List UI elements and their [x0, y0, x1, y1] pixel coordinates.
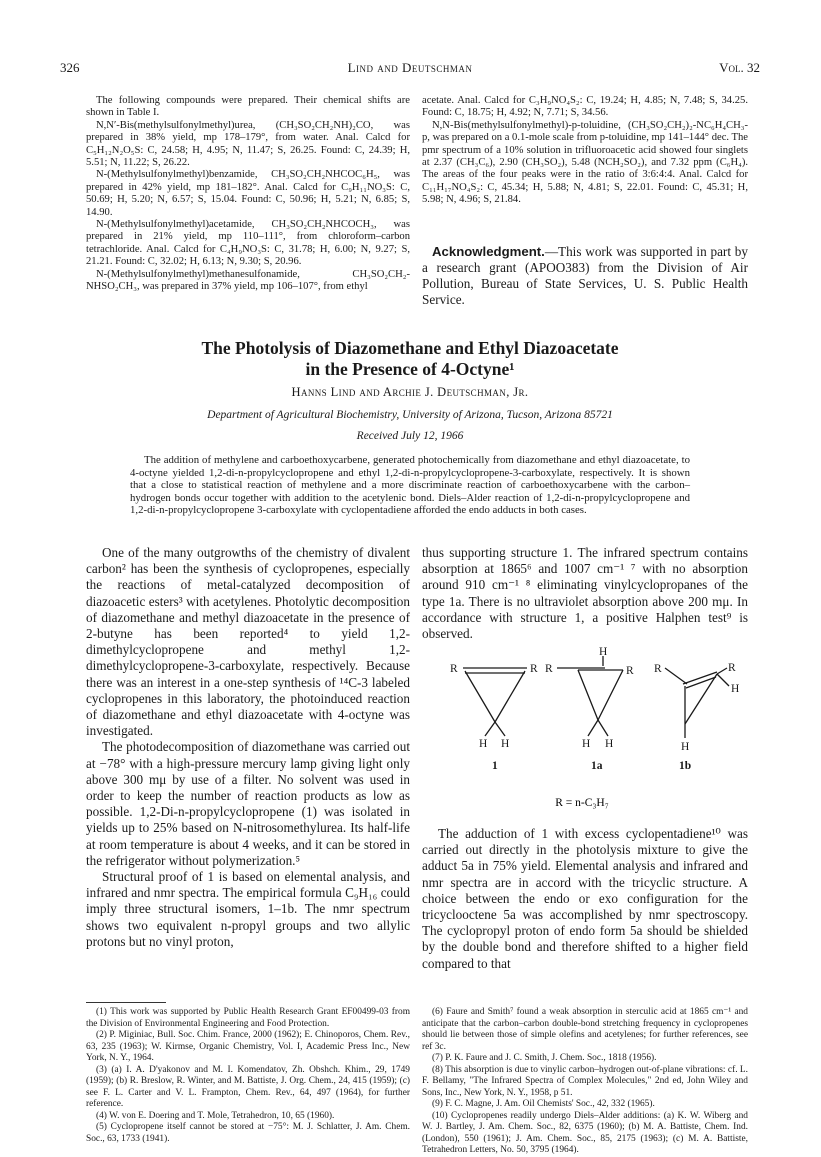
article-authors: Hanns Lind and Archie J. Deutschman, Jr.	[291, 385, 529, 399]
footnote-rule	[86, 1002, 166, 1003]
volume-label: Vol. 32	[719, 60, 760, 75]
structure-1-hydrogen: H	[501, 738, 510, 750]
body-paragraph: One of the many outgrowths of the chemistry of divalent carbon² has been the synthesis of cyclopropenes, especially the reactions of metal-catalyzed decomposition of diazoacetic esters³ with acetylenes. Photolytic decomposition of diazomethane and methyl diazoacetate in the presence of 2-butyne has been reported⁴ to yield 1,2-dimethylcyclopropene and methyl 1,2-dimethylcyclopropene-3-carboxylate, respectively. Because there was an interest in a one-step synthesis of ¹⁴C-3 labeled cyclopropenes in this laboratory, the photoinduced reaction of diazomethane and ethyl diazoacetate with 4-octyne was investigated.	[86, 545, 410, 739]
footnote: (2) P. Miginiac, Bull. Soc. Chim. France, 2000 (1962); E. Chinoporos, Chem. Rev., 63, 235 (1963); W. Kirmse, Organic Chemistry, Vol. I, Academic Press Inc., New York, N. Y., 1964.	[86, 1030, 410, 1063]
footnote: (7) P. K. Faure and J. C. Smith, J. Chem. Soc., 1818 (1956).	[432, 1053, 657, 1063]
running-title: Lind and Deutschman	[347, 60, 473, 75]
structure-1a-hydrogen: H	[582, 738, 591, 750]
structure-label-1: 1	[492, 760, 498, 772]
structure-1b-substituent: R	[654, 663, 662, 675]
footnote: (3) (a) I. A. D'yakonov and M. I. Komendatov, Zh. Obshch. Khim., 29, 1749 (1959); (b) R. Breslow, R. Winter, and M. Battiste, J. Org. Chem., 24, 415 (1959); (c) see F. L. Carter and V. L. Frampton, Chem. Rev., 64, 497 (1964), for further reference.	[86, 1064, 410, 1109]
footnotes-left	[86, 1007, 410, 1145]
acknowledgment-text: —This work was supported in part by a research grant (APOO383) from the Division of Air Pollution, Bureau of State Services, U. S. Public Health Service.	[422, 244, 748, 307]
page-header	[60, 60, 760, 76]
footnote: (8) This absorption is due to vinylic carbon–hydrogen out-of-plane vibrations: cf. L. F. Bellamy, "The Infrared Spectra of Complex Molecules," 2nd ed, John Wiley and Sons, Inc., New York, N. Y., 1958, p 51.	[422, 1064, 748, 1098]
acknowledgment	[422, 244, 748, 308]
structure-label-1b: 1b	[679, 760, 692, 772]
acknowledgment-label: Acknowledgment.	[432, 244, 545, 259]
experimental-paragraph: The following compounds were prepared. Their chemical shifts are shown in Table I.	[86, 95, 410, 119]
footnote: (1) This work was supported by Public Health Research Grant EF00499-03 from the Division of Environmental Engineering and Food Protection.	[86, 1007, 410, 1029]
article-title-line2: in the Presence of 4-Octyne¹	[305, 359, 515, 379]
body-right-column-top	[422, 545, 748, 642]
experimental-paragraph: N,N-Bis(methylsulfonylmethyl)-p-toluidine, (CH₃SO₂CH₂)₂-NC₆H₄CH₃-p, was prepared on a 0.1-mole scale from p-toluidine, mp 141–144° dec. The pmr spectrum of a 10% solution in trifluoroacetic acid showed four singlets at 2.37 (CH₃C₆), 2.90 (CH₃SO₂), 5.48 (NCH₂SO₂), and 7.32 ppm (C₆H₄). The areas of the four peaks were in the ratio of 3:6:4:4. Anal. Calcd for C₁₁H₁₇NO₄S₂: C, 45.34; H, 5.88; N, 4.81; S, 22.01. Found: C, 45.31; H, 5.98; N, 4.96; S, 21.84.	[422, 119, 748, 206]
footnote: (6) Faure and Smith⁷ found a weak absorption in sterculic acid at 1865 cm⁻¹ and anticipate that the carbon–carbon double-bond stretching frequency in cyclopropenes should lie between those of simple olefins and acetylenes; for further references, see ref 3c.	[422, 1007, 748, 1052]
structure-label-1a: 1a	[591, 760, 603, 772]
experimental-right-column	[422, 95, 748, 207]
structure-1a-substituent: R	[626, 665, 634, 677]
experimental-paragraph: N-(Methylsulfonylmethyl)benzamide, CH₃SO₂CH₂NHCOC₆H₅, was prepared in 42% yield, mp 181–182°. Anal. Calcd for C₉H₁₁NO₃S: C, 50.69; H, 5.20; N, 6.57; S, 15.04. Found: C, 50.96; H, 5.21; N, 6.85; S, 14.90.	[86, 169, 410, 218]
footnote: (5) Cyclopropene itself cannot be stored at −75°: M. J. Schlatter, J. Am. Chem. Soc., 63, 1733 (1941).	[86, 1122, 410, 1144]
structure-1-substituent: R	[530, 663, 538, 675]
body-paragraph: Structural proof of 1 is based on elemental analysis, and infrared and nmr spectra. The empirical formula C₉H₁₆ could imply three structural isomers, 1–1b. The nmr spectrum shows two equivalent n-propyl groups and two allylic protons but no vinyl proton,	[86, 869, 410, 949]
experimental-paragraph: N-(Methylsulfonylmethyl)methanesulfonamide, CH₃SO₂CH₂-NHSO₂CH₃, was prepared in 37% yield, mp 106–107°, from ethyl	[86, 268, 410, 293]
structure-1b-hydrogen: H	[681, 741, 690, 753]
body-paragraph: thus supporting structure 1. The infrared spectrum contains absorption at 1865⁶ and 1007 cm⁻¹ ⁷ with no absorption around 910 cm⁻¹ ⁸ eliminating vinylcyclopropanes of the type 1a. There is no ultraviolet absorption above 200 mμ. In accordance with structure 1, a positive Halphen test⁹ is observed.	[422, 545, 748, 642]
article-title	[120, 338, 700, 380]
article-affiliation: Department of Agricultural Biochemistry, University of Arizona, Tucson, Arizona 85721	[207, 409, 613, 421]
structure-1a-substituent: R	[545, 663, 553, 675]
structure-legend: R = n-C₃H₇	[555, 797, 609, 809]
structure-1a-hydrogen: H	[599, 646, 608, 658]
experimental-paragraph: acetate. Anal. Calcd for C₃H₉NO₄S₂: C, 19.24; H, 4.85; N, 7.48; S, 34.25. Found: C, 18.75; H, 4.92; N, 7.71; S, 34.56.	[422, 95, 748, 119]
experimental-left-column	[86, 95, 410, 294]
structure-1b-hydrogen: H	[731, 683, 740, 695]
footnotes-right	[422, 1007, 748, 1157]
experimental-paragraph: N,N′-Bis(methylsulfonylmethyl)urea, (CH₃SO₂CH₂NH)₂CO, was prepared in 38% yield, mp 178–179°, from water. Anal. Calcd for C₅H₁₂N₂O₅S: C, 24.58; H, 4.95; N, 11.47; S, 26.25. Found: C, 24.39; H, 5.51; N, 11.22; S, 26.22.	[86, 119, 410, 169]
structure-1-substituent: R	[450, 663, 458, 675]
footnote: (10) Cyclopropenes readily undergo Diels–Alder additions: (a) K. W. Wiberg and W. J. Bartley, J. Am. Chem. Soc., 82, 6375 (1960); (b) M. A. Battiste, Chem. Ind. (London), 550 (1961); J. Am. Chem. Soc., 85, 2175 (1963); (c) M. A. Battiste, Tetrahedron Letters, No. 50, 3795 (1964).	[422, 1110, 748, 1155]
footnote: (4) W. von E. Doering and T. Mole, Tetrahedron, 10, 65 (1960).	[96, 1110, 335, 1121]
structure-1-hydrogen: H	[479, 738, 488, 750]
page-number: 326	[60, 60, 80, 75]
article-title-line1: The Photolysis of Diazomethane and Ethyl Diazoacetate	[201, 338, 619, 358]
footnote: (9) F. C. Magne, J. Am. Oil Chemists' Soc., 42, 332 (1965).	[432, 1099, 655, 1109]
body-paragraph: The adduction of 1 with excess cyclopentadiene¹⁰ was carried out directly in the photolysis mixture to give the adduct 5a in 75% yield. Elemental analysis and infrared and nmr spectra are in accord with the tricyclic structure. A choice between the endo or exo configuration for the tricyclooctene 5a was accomplished by nmr spectroscopy. The cyclopropyl proton of endo form 5a should be shielded by the double bond and therefore shifted to a higher field compared to that	[422, 826, 748, 971]
structures-figure	[445, 646, 745, 816]
received-date: Received July 12, 1966	[356, 430, 464, 442]
acknowledgment-block	[422, 244, 748, 308]
experimental-paragraph: N-(Methylsulfonylmethyl)acetamide, CH₃SO₂CH₂NHCOCH₃, was prepared in 21% yield, mp 110–111°, from chloroform–carbon tetrachloride. Anal. Calcd for C₄H₉NO₃S: C, 31.78; H, 6.00; N, 9.27; S, 21.21. Found: C, 32.02; H, 6.13; N, 9.30; S, 20.96.	[86, 219, 410, 268]
structure-1a-hydrogen: H	[605, 738, 614, 750]
body-right-column-bottom	[422, 826, 748, 972]
structure-1b-substituent: R	[728, 662, 736, 674]
body-paragraph: The photodecomposition of diazomethane was carried out at −78° with a high-pressure mercury lamp giving light only above 300 mμ by use of a filter. No solvent was used in order to keep the number of reaction products as low as possible. 1,2-Di-n-propylcyclopropene (1) was isolated in yields up to 25% based on N-nitrosomethylurea. Its half-life at room temperature is about 4 weeks, and it can be stored in the refrigerator without polymerization.⁵	[86, 739, 410, 868]
body-left-column	[86, 545, 410, 950]
abstract: The addition of methylene and carboethoxycarbene, generated photochemically from diazomethane and ethyl diazoacetate, to 4-octyne yielded 1,2-di-n-propylcyclopropene and ethyl 1,2-di-n-propylcyclopropene-3-carboxylate, respectively. It is shown that a close to statistical reaction of methylene and a more discriminate reaction of carboethoxycarbene with the carbon–hydrogen bonds occur together with addition to the acetylenic bond. Diels–Alder reaction of 1,2-di-n-propylcyclopropene and 1,2-di-n-propylcyclopropene 3-carboxylate with cyclopentadiene afforded the endo adducts in both cases.	[130, 454, 690, 517]
